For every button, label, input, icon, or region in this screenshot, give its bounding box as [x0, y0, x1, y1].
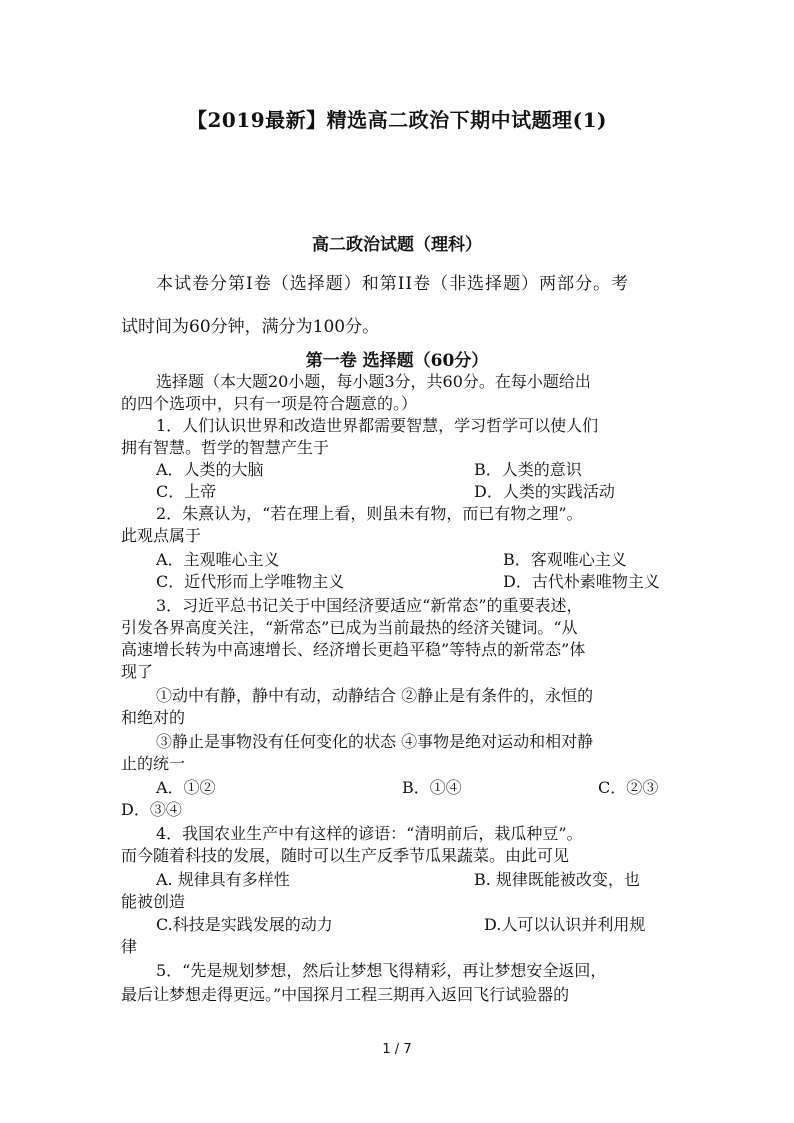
question-4-option-d: D.人可以认识并利用规 — [484, 915, 646, 934]
question-3-line-4: 现了 — [121, 662, 154, 681]
instruction-line-2: 的四个选项中，只有一项是符合题意的。） — [121, 394, 418, 413]
question-1-line-1: 1．人们认识世界和改造世界都需要智慧，学习哲学可以使人们 — [156, 416, 599, 435]
question-3-option-b: B．①④ — [402, 778, 462, 797]
question-3-option-a: A．①② — [156, 778, 216, 797]
question-3-statement-1-cont: 和绝对的 — [121, 708, 186, 727]
question-4-option-c: C.科技是实践发展的动力 — [156, 915, 333, 934]
question-4-line-2: 而今随着科技的发展，随时可以生产反季节瓜果蔬菜。由此可见 — [121, 846, 570, 865]
intro-line-1: 本试卷分第I卷（选择题）和第II卷（非选择题）两部分。考 — [156, 274, 630, 294]
question-3-statement-2-cont: 止的统一 — [121, 754, 186, 773]
question-2-option-b: B．客观唯心主义 — [503, 550, 627, 569]
question-5-line-1: 5．“先是规划梦想，然后让梦想飞得精彩，再让梦想安全返回， — [156, 961, 607, 980]
question-3-option-c: C．②③ — [598, 778, 659, 797]
question-2-line-1: 2．朱熹认为，“若在理上看，则虽未有物，而已有物之理”。 — [156, 504, 583, 523]
question-3-option-d: D．③④ — [121, 800, 182, 819]
question-2-option-a: A．主观唯心主义 — [156, 550, 280, 569]
question-3-line-1: 3．习近平总书记关于中国经济要适应“新常态”的重要表述， — [156, 596, 583, 615]
question-4-option-a: A. 规律具有多样性 — [156, 870, 290, 889]
exam-subtitle: 高二政治试题（理科） — [312, 235, 482, 255]
question-4-option-b: B. 规律既能被改变，也 — [474, 870, 640, 889]
section-title: 第一卷 选择题（60分） — [305, 351, 489, 371]
question-3-statement-2: ③静止是事物没有任何变化的状态 ④事物是绝对运动和相对静 — [156, 732, 594, 751]
question-1-line-2: 拥有智慧。哲学的智慧产生于 — [121, 438, 330, 457]
question-2-line-2: 此观点属于 — [121, 526, 202, 545]
instruction-line-1: 选择题（本大题20小题，每小题3分，共60分。在每小题给出 — [156, 372, 591, 391]
question-4-option-b-cont: 能被创造 — [121, 892, 186, 911]
question-4-line-1: 4．我国农业生产中有这样的谚语：“清明前后，栽瓜种豆”。 — [156, 824, 583, 843]
question-3-statement-1: ①动中有静，静中有动，动静结合 ②静止是有条件的，永恒的 — [156, 686, 594, 705]
intro-line-2: 试时间为60分钟，满分为100分。 — [121, 317, 380, 337]
question-5-line-2: 最后让梦想走得更远。”中国探月工程三期再入返回飞行试验器的 — [121, 985, 570, 1004]
question-4-option-d-cont: 律 — [121, 937, 138, 956]
question-3-line-2: 引发各界高度关注，“新常态”已成为当前最热的经济关键词。“从 — [121, 618, 578, 637]
question-1-option-b: B．人类的意识 — [474, 460, 582, 479]
question-1-option-d: D．人类的实践活动 — [474, 482, 615, 501]
question-1-option-a: A．人类的大脑 — [156, 460, 264, 479]
question-3-line-3: 高速增长转为中高速增长、经济增长更趋平稳”等特点的新常态”体 — [121, 640, 586, 659]
question-2-option-d: D．古代朴素唯物主义 — [503, 572, 660, 591]
document-title: 【2019最新】精选高二政治下期中试题理(1) — [186, 108, 607, 132]
page-number: 1 / 7 — [382, 1042, 412, 1057]
question-2-option-c: C．近代形而上学唯物主义 — [156, 572, 345, 591]
question-1-option-c: C．上帝 — [156, 482, 217, 501]
